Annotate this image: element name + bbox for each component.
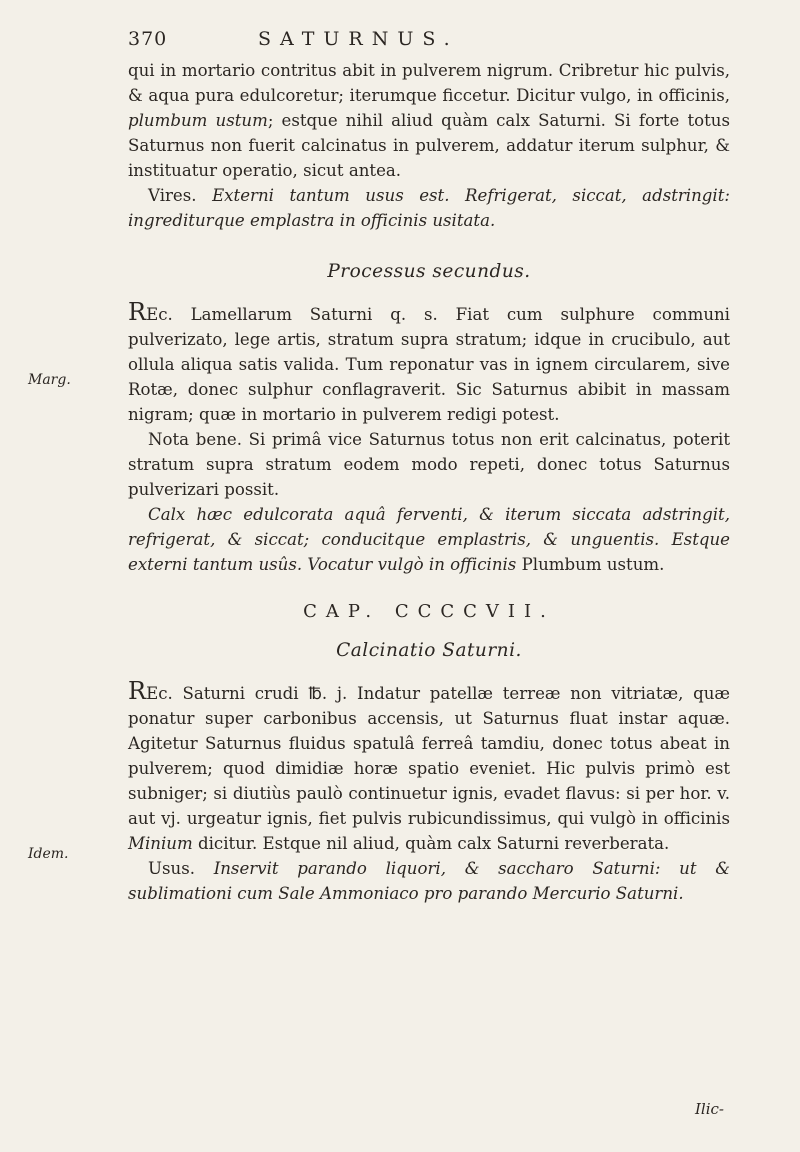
drop-cap: R (128, 298, 147, 326)
paragraph: Nota bene. Si primâ vice Saturnus totus non erit calcinatus, poterit stratum supra stratum eodem modo repeti, donec totus Saturnus pulverizari possit. (128, 430, 730, 499)
paragraph: REc. Saturni crudi ℔. j. Indatur patellæ terreæ non vitriatæ, quæ ponatur super carbonibus accensis, ut Saturnus fluat instar aquæ. Agitetur Saturnus fluidus spatulâ ferreâ tamdiu, donec totus abeat in pulverem; quod dimidiæ horæ spatio eveniet. Hic pulvis primò est subniger; si diutiùs paulò continuetur ignis, evadet flavus: si per hor. v. aut vj. urgeatur ignis, fiet pulvis rubicundissimus, qui vulgò in officinis Minium dicitur. Estque nil aliud, quàm calx Saturni reverberata. (128, 677, 730, 853)
paragraph: qui in mortario contritus abit in pulverem nigrum. Cribretur hic pulvis, & aqua pura edulcoretur; iterumque ficcetur. Dicitur vulgo, in officinis, plumbum ustum; estque nihil aliud quàm calx Saturni. Si forte totus Saturnus non fuerit calcinatus in pulverem, addatur iterum sulphur, & instituatur operatio, sicut antea. (128, 61, 731, 180)
running-head: SATURNUS. (258, 28, 459, 50)
catchword: Ilic- (695, 1100, 724, 1118)
section-heading: Calcinatio Saturni. (336, 640, 522, 661)
paragraph: Vires. Externi tantum usus est. Refrigerat, siccat, adstringit: ingrediturque emplastra in officinis usitata. (128, 186, 730, 230)
page-header (128, 28, 728, 54)
drop-cap: R (128, 677, 147, 705)
paragraph: Usus. Inservit parando liquori, & saccharo Saturni: ut & sublimationi cum Sale Ammoniaco pro parando Mercurio Saturni. (128, 859, 730, 903)
page-body (128, 58, 730, 906)
paragraph: Calx hæc edulcorata aquâ ferventi, & iterum siccata adstringit, refrigerat, & siccat; conducitque emplastris, & unguentis. Estque externi tantum usûs. Vocatur vulgò in officinis Plumbum ustum. (128, 505, 730, 574)
paragraph: REc. Lamellarum Saturni q. s. Fiat cum sulphure communi pulverizato, lege artis, stratum supra stratum; idque in crucibulo, aut ollula aliqua satis valida. Tum reponatur vas in ignem circularem, sive Rotæ, donec sulphur conflagraverit. Sic Saturnus abibit in massam nigram; quæ in mortario in pulverem redigi potest. (128, 298, 730, 424)
page-number: 370 (128, 28, 168, 50)
margin-note-idem: Idem. (28, 846, 69, 862)
margin-note-marg: Marg. (28, 372, 71, 388)
section-heading: Processus secundus. (327, 261, 531, 282)
chapter-heading: CAP. CCCCVII. (303, 601, 555, 622)
